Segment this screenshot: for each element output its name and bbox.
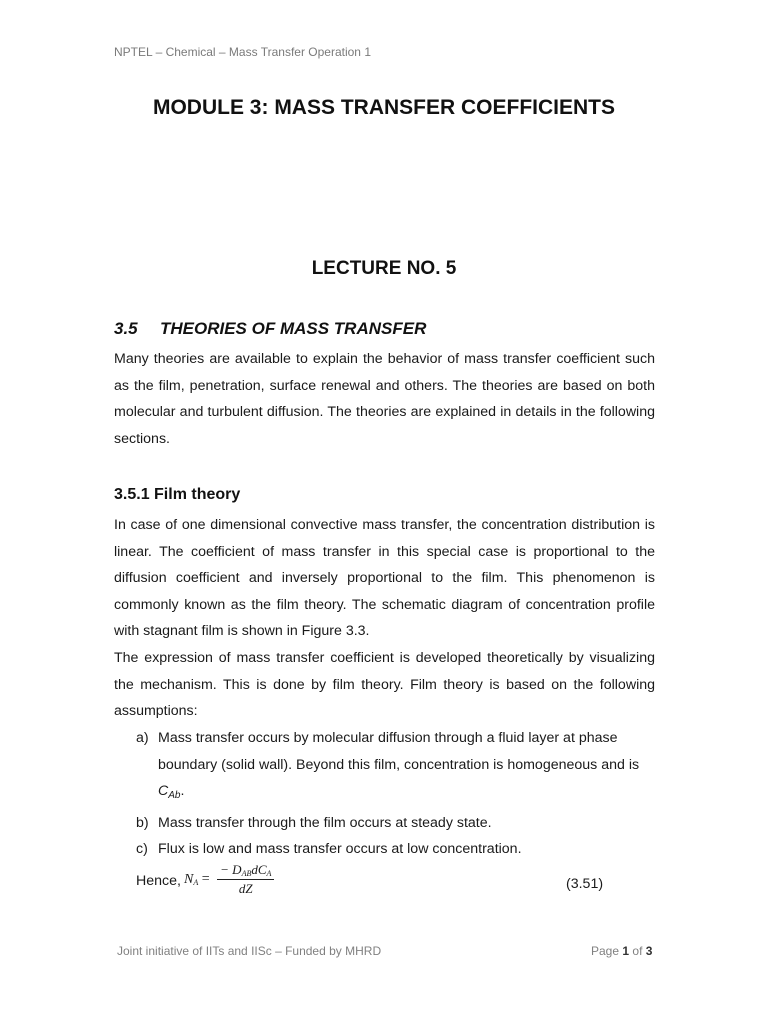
equation-number: (3.51)	[566, 876, 604, 892]
page-total: 3	[645, 944, 653, 958]
list-marker: b)	[136, 814, 149, 831]
film-paragraph-1: In case of one dimensional convective mass transfer, the concentration distribution is linear. The coefficient of mass transfer in this special case is proportional to the diffusion coefficient and inversely proportional to the film. This phenomenon is commonly known as the film theory. The schematic diagram of concentration profile with stagnant film is shown in Figure 3.3.	[114, 517, 655, 640]
equation-equals: =	[201, 871, 210, 887]
film-paragraph-2: The expression of mass transfer coefficient is developed theoretically by visualizing the mechanism. This is done by film theory. Film theory is based on the following assumptions:	[114, 650, 655, 720]
list-item	[136, 836, 656, 863]
section-heading	[114, 319, 426, 339]
assumption-list	[136, 725, 656, 863]
section-title: THEORIES OF MASS TRANSFER	[160, 319, 427, 338]
list-text: Mass transfer through the film occurs at steady state.	[158, 814, 492, 831]
list-item	[136, 725, 656, 810]
running-header: NPTEL – Chemical – Mass Transfer Operation 1	[114, 45, 371, 59]
list-text: Flux is low and mass transfer occurs at low concentration.	[158, 841, 522, 858]
equation-3-51	[184, 862, 274, 897]
list-text: Mass transfer occurs by molecular diffusion through a fluid layer at phase boundary (solid wall). Beyond this film, concentration is homogeneous and is $C_{Ab}$.	[158, 730, 640, 802]
intro-paragraph: Many theories are available to explain the behavior of mass transfer coefficient such as the film, penetration, surface renewal and others. The theories are based on both molecular and turbulent diffusion. The theories are explained in details in the following sections.	[114, 351, 655, 447]
section-number: 3.5	[114, 319, 138, 338]
module-title: MODULE 3: MASS TRANSFER COEFFICIENTS	[152, 96, 615, 119]
list-marker: a)	[136, 730, 149, 746]
concentration-var: C	[158, 783, 169, 800]
equation-numerator: − DABdCA	[217, 862, 274, 880]
equation-fraction	[217, 862, 274, 897]
concentration-subscript: Ab	[168, 790, 181, 802]
equation-lhs: NA	[184, 871, 199, 887]
lecture-heading: LECTURE NO. 5	[311, 258, 457, 279]
subsection-heading: 3.5.1 Film theory	[114, 486, 241, 503]
list-item	[136, 810, 656, 837]
equation-denominator: dZ	[238, 881, 253, 896]
equation-lead: Hence,	[136, 873, 181, 889]
footer-funding: Joint initiative of IITs and IISc – Funded by MHRD	[117, 944, 382, 958]
page-current: 1	[622, 944, 630, 958]
list-marker: c)	[136, 841, 148, 858]
page-number: Page 1 of 3	[591, 944, 653, 958]
